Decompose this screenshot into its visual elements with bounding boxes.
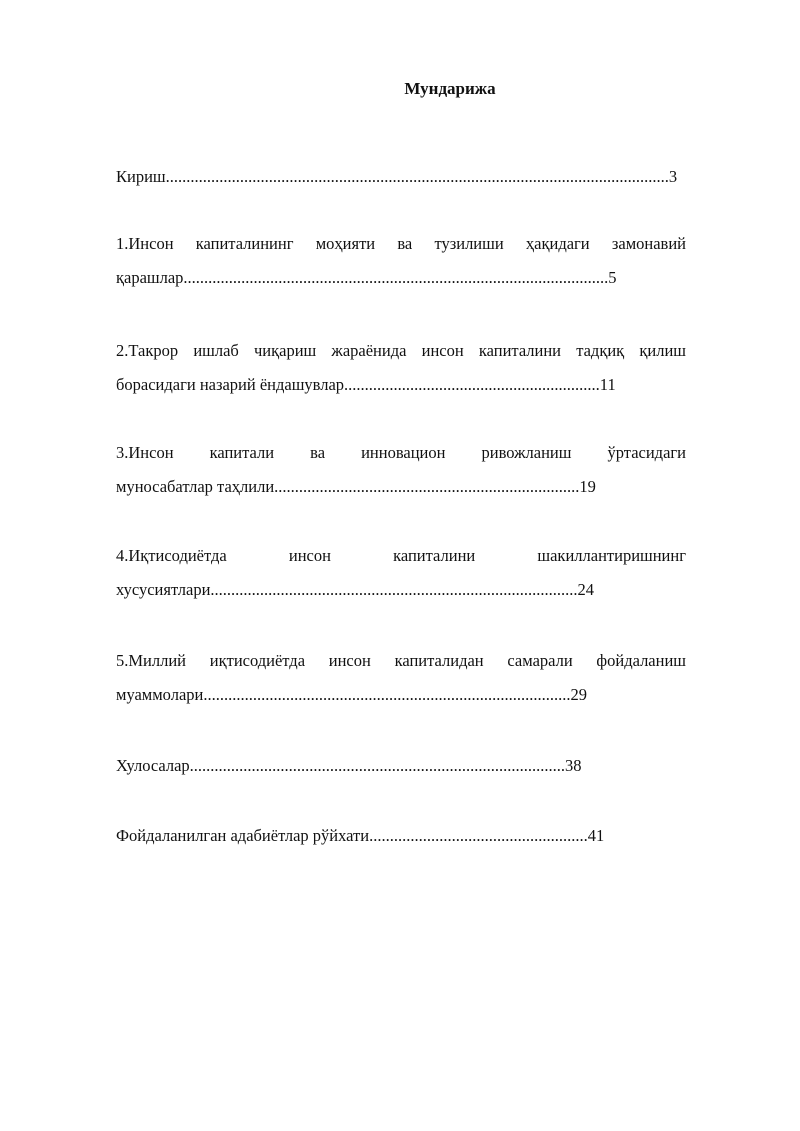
- toc-entry-title-continued: қарашлар.......................................................................................................5: [116, 268, 617, 287]
- toc-entry-chapter-4: [116, 539, 686, 607]
- toc-entry-text: Кириш..........................................................................................................................3: [116, 167, 678, 186]
- toc-entry-title: 4.Иқтисодиётда инсон капиталини шакиллантиришнинг: [116, 546, 686, 565]
- toc-entry-title: 1.Инсон капиталининг моҳияти ва тузилиши ҳақидаги замонавий: [116, 234, 686, 253]
- toc-entry-title: 2.Такрор ишлаб чиқариш жараёнида инсон капиталини тадқиқ қилиш: [116, 341, 686, 360]
- toc-entry-title: 5.Миллий иқтисодиётда инсон капиталидан самарали фойдаланиш: [116, 651, 686, 670]
- toc-entry-text: Хулосалар...........................................................................................38: [116, 756, 582, 775]
- page-title: Мундарижа: [404, 79, 496, 98]
- toc-entry-chapter-3: [116, 436, 686, 504]
- toc-entry-title-continued: муаммолари.........................................................................................29: [116, 685, 587, 704]
- toc-entry-title-continued: муносабатлар таҳлили..........................................................................19: [116, 477, 596, 496]
- toc-entry-title-continued: борасидаги назарий ёндашувлар..............................................................11: [116, 375, 616, 394]
- toc-entry-chapter-2: [116, 334, 686, 402]
- toc-entry-chapter-1: [116, 227, 686, 295]
- toc-entry-title-continued: хусусиятлари.........................................................................................24: [116, 580, 595, 599]
- toc-entry-references: [116, 819, 686, 853]
- toc-entry-conclusions: [116, 749, 686, 783]
- toc-entry-title: 3.Инсон капитали ва инновацион ривожланиш ўртасидаги: [116, 443, 686, 462]
- toc-entry-text: Фойдаланилган адабиётлар рўйхати.....................................................41: [116, 826, 605, 845]
- toc-entry-introduction: [116, 160, 766, 194]
- toc-entry-chapter-5: [116, 644, 686, 712]
